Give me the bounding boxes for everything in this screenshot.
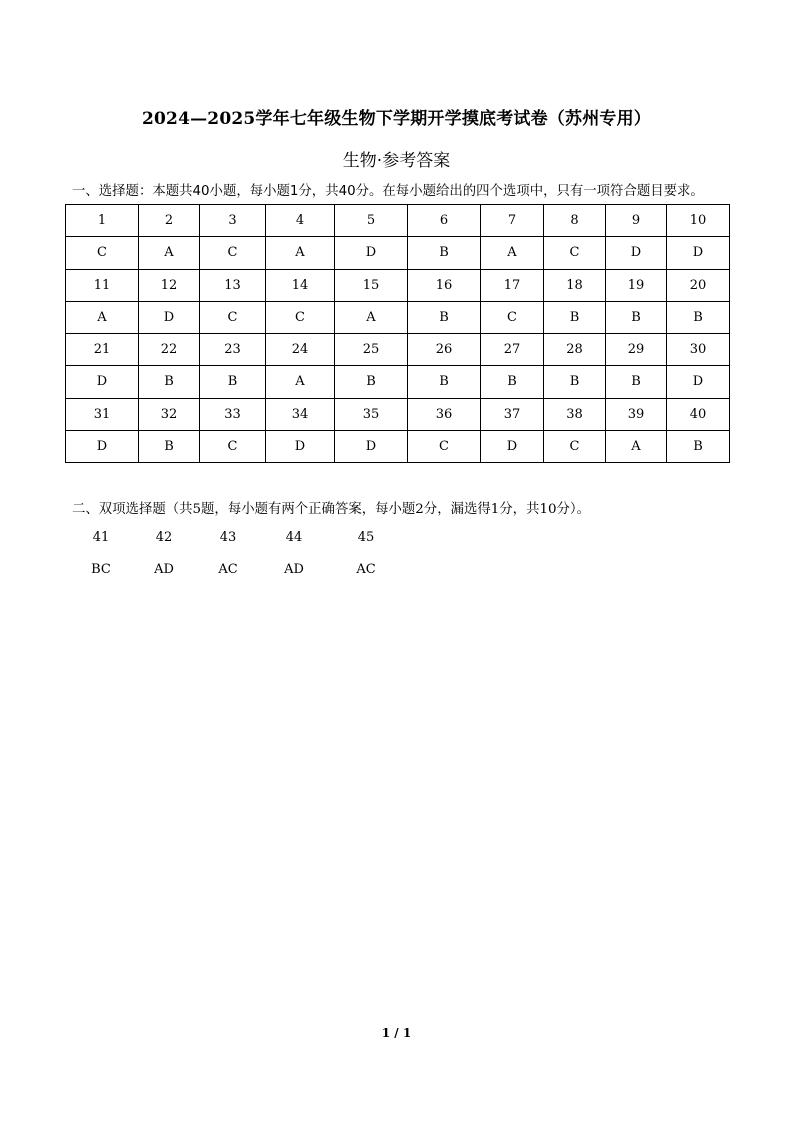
question-number-cell: 17 [481, 269, 544, 301]
answer-cell: C [266, 301, 335, 333]
question-number-cell: 26 [408, 334, 481, 366]
question-number-cell: 35 [335, 398, 408, 430]
question-number-cell: 4 [266, 205, 335, 237]
answer-cell: C [544, 430, 606, 462]
question-number-cell: 2 [139, 205, 200, 237]
answer-cell: B [335, 366, 408, 398]
answer-table [65, 204, 730, 463]
question-number-cell: 3 [200, 205, 266, 237]
answer-cell: C [481, 301, 544, 333]
question-number-cell: 16 [408, 269, 481, 301]
question-number-cell: 31 [66, 398, 139, 430]
answer-cell: D [139, 301, 200, 333]
question-number-cell: 30 [667, 334, 730, 366]
answer-cell: D [66, 430, 139, 462]
question-number-row [66, 334, 730, 366]
answer-value: AD [154, 562, 174, 577]
answer-cell: B [481, 366, 544, 398]
question-number-cell: 23 [200, 334, 266, 366]
multi-choice-answers-row [72, 562, 412, 577]
page-number: 1 / 1 [381, 1026, 412, 1040]
question-number-cell: 22 [139, 334, 200, 366]
answer-value: BC [91, 562, 111, 577]
question-number: 42 [155, 530, 173, 545]
answer-cell: B [606, 301, 667, 333]
answer-cell: A [266, 237, 335, 269]
answer-cell: A [481, 237, 544, 269]
question-number-cell: 18 [544, 269, 606, 301]
answer-cell: C [544, 237, 606, 269]
question-number-cell: 21 [66, 334, 139, 366]
question-number-cell: 7 [481, 205, 544, 237]
question-number-cell: 13 [200, 269, 266, 301]
question-number-cell: 6 [408, 205, 481, 237]
answer-cell: D [667, 237, 730, 269]
question-number-cell: 32 [139, 398, 200, 430]
question-number: 44 [285, 530, 303, 545]
question-number-cell: 19 [606, 269, 667, 301]
question-number-cell: 5 [335, 205, 408, 237]
answer-cell: B [139, 366, 200, 398]
document-subtitle: 生物·参考答案 [342, 151, 451, 171]
question-number: 43 [219, 530, 237, 545]
answer-value: AC [356, 562, 376, 577]
question-number-cell: 11 [66, 269, 139, 301]
answer-cell: B [544, 366, 606, 398]
question-number-cell: 40 [667, 398, 730, 430]
question-number-cell: 10 [667, 205, 730, 237]
answer-value: AC [218, 562, 238, 577]
question-number-cell: 33 [200, 398, 266, 430]
answer-cell: B [667, 430, 730, 462]
answer-cell: C [408, 430, 481, 462]
answer-cell: C [200, 430, 266, 462]
answer-cell: B [408, 237, 481, 269]
answer-cell: B [606, 366, 667, 398]
answer-cell: B [544, 301, 606, 333]
answer-cell: A [606, 430, 667, 462]
answer-cell: D [266, 430, 335, 462]
answer-cell: B [408, 301, 481, 333]
question-number-cell: 38 [544, 398, 606, 430]
question-number-cell: 27 [481, 334, 544, 366]
answer-cell: D [335, 237, 408, 269]
answer-cell: A [139, 237, 200, 269]
question-number-cell: 15 [335, 269, 408, 301]
multi-choice-numbers-row [72, 530, 412, 545]
answer-row [66, 430, 730, 462]
answer-cell: D [667, 366, 730, 398]
question-number-cell: 1 [66, 205, 139, 237]
answer-cell: D [335, 430, 408, 462]
question-number-cell: 24 [266, 334, 335, 366]
question-number-cell: 14 [266, 269, 335, 301]
answer-cell: B [667, 301, 730, 333]
question-number-cell: 28 [544, 334, 606, 366]
question-number-cell: 8 [544, 205, 606, 237]
question-number-cell: 34 [266, 398, 335, 430]
section-1-heading: 一、选择题：本题共40小题，每小题1分，共40分。在每小题给出的四个选项中，只有一项符合题目要求。 [72, 184, 704, 199]
answer-cell: D [66, 366, 139, 398]
answer-cell: A [266, 366, 335, 398]
question-number-cell: 39 [606, 398, 667, 430]
answer-cell: B [408, 366, 481, 398]
section-2-heading: 二、双项选择题（共5题，每小题有两个正确答案，每小题2分，漏选得1分，共10分）。 [72, 502, 590, 517]
answer-cell: B [139, 430, 200, 462]
answer-row [66, 237, 730, 269]
question-number-cell: 36 [408, 398, 481, 430]
answer-row [66, 301, 730, 333]
answer-cell: C [66, 237, 139, 269]
answer-value: AD [284, 562, 304, 577]
question-number-cell: 9 [606, 205, 667, 237]
question-number-row [66, 398, 730, 430]
question-number-cell: 37 [481, 398, 544, 430]
answer-cell: C [200, 237, 266, 269]
answer-cell: C [200, 301, 266, 333]
question-number: 45 [357, 530, 375, 545]
answer-cell: B [200, 366, 266, 398]
answer-cell: D [606, 237, 667, 269]
answer-row [66, 366, 730, 398]
question-number-row [66, 205, 730, 237]
question-number-cell: 29 [606, 334, 667, 366]
answer-cell: A [66, 301, 139, 333]
question-number: 41 [92, 530, 110, 545]
answer-cell: A [335, 301, 408, 333]
question-number-row [66, 269, 730, 301]
question-number-cell: 20 [667, 269, 730, 301]
question-number-cell: 25 [335, 334, 408, 366]
question-number-cell: 12 [139, 269, 200, 301]
answer-cell: D [481, 430, 544, 462]
document-title: 2024—2025学年七年级生物下学期开学摸底考试卷（苏州专用） [141, 109, 652, 129]
